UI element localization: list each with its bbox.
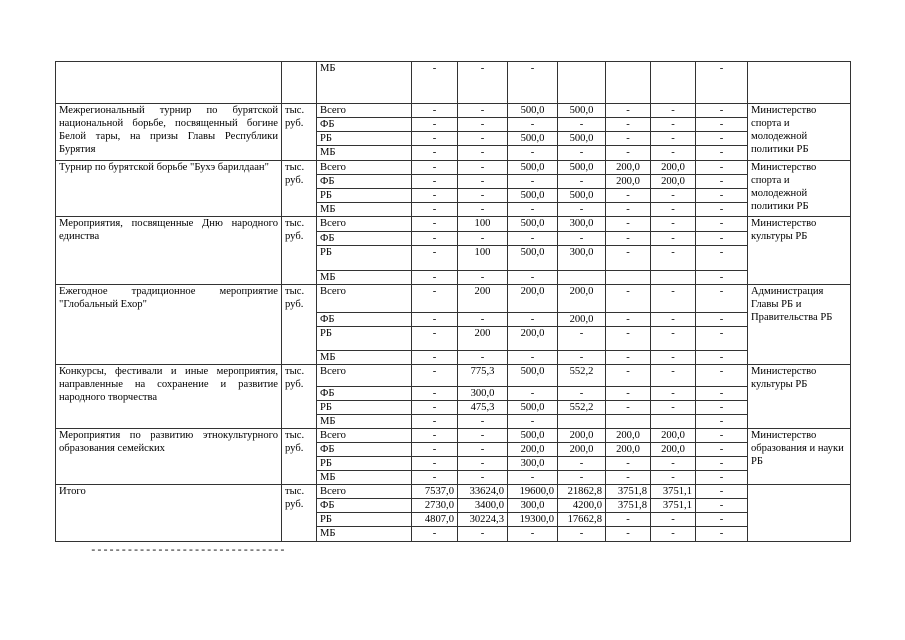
responsible-executor: Министерство спорта и молодежной политики РБ <box>748 104 851 161</box>
funding-source: Всего <box>317 161 412 175</box>
value-cell: - <box>696 527 748 542</box>
table-row <box>56 62 851 104</box>
unit-cell <box>282 62 317 104</box>
value-cell: - <box>696 313 748 327</box>
funding-source: РБ <box>317 246 412 271</box>
value-cell: - <box>651 471 696 485</box>
value-cell: - <box>651 104 696 118</box>
value-cell: 200,0 <box>606 161 651 175</box>
event-name: Конкурсы, фестивали и иные мероприятия, направленные на сохранение и развитие народного творчества <box>56 365 282 429</box>
table-row <box>56 429 851 443</box>
value-cell: - <box>458 415 508 429</box>
value-cell: 200,0 <box>606 443 651 457</box>
value-cell: - <box>696 271 748 285</box>
value-cell: - <box>458 232 508 246</box>
value-cell: - <box>651 401 696 415</box>
value-cell: - <box>696 499 748 513</box>
unit-cell: тыс. руб. <box>282 104 317 161</box>
value-cell: 500,0 <box>558 104 606 118</box>
value-cell: - <box>458 271 508 285</box>
footnote-separator: -------------------------------- <box>90 545 286 557</box>
value-cell: 500,0 <box>508 429 558 443</box>
value-cell: - <box>606 118 651 132</box>
value-cell: - <box>558 232 606 246</box>
event-name <box>56 62 282 104</box>
value-cell: 17662,8 <box>558 513 606 527</box>
value-cell: - <box>412 104 458 118</box>
value-cell: 3751,1 <box>651 499 696 513</box>
funding-source: МБ <box>317 146 412 161</box>
value-cell: - <box>458 443 508 457</box>
funding-source: Всего <box>317 285 412 313</box>
value-cell: - <box>558 387 606 401</box>
value-cell: - <box>412 285 458 313</box>
value-cell: - <box>606 513 651 527</box>
value-cell: - <box>696 387 748 401</box>
value-cell: - <box>651 327 696 351</box>
value-cell: - <box>558 146 606 161</box>
funding-source: Всего <box>317 485 412 499</box>
value-cell <box>651 415 696 429</box>
value-cell: - <box>508 271 558 285</box>
responsible-executor: Министерство образования и науки РБ <box>748 429 851 485</box>
value-cell: - <box>412 175 458 189</box>
value-cell: - <box>696 132 748 146</box>
value-cell <box>558 271 606 285</box>
value-cell: - <box>458 313 508 327</box>
value-cell: 500,0 <box>508 365 558 387</box>
responsible-executor <box>748 485 851 542</box>
value-cell: - <box>606 327 651 351</box>
value-cell: - <box>412 313 458 327</box>
value-cell: - <box>651 285 696 313</box>
value-cell: - <box>606 351 651 365</box>
value-cell: - <box>412 146 458 161</box>
value-cell: - <box>508 118 558 132</box>
responsible-executor: Министерство спорта и молодежной политики РБ <box>748 161 851 217</box>
value-cell: - <box>508 471 558 485</box>
value-cell: 200,0 <box>651 161 696 175</box>
value-cell: - <box>508 62 558 104</box>
value-cell: - <box>412 246 458 271</box>
responsible-executor: Министерство культуры РБ <box>748 217 851 285</box>
value-cell: 200 <box>458 327 508 351</box>
value-cell: - <box>696 246 748 271</box>
value-cell <box>606 62 651 104</box>
value-cell <box>651 62 696 104</box>
value-cell: 552,2 <box>558 401 606 415</box>
value-cell: 200,0 <box>651 175 696 189</box>
value-cell: - <box>558 471 606 485</box>
value-cell: - <box>696 513 748 527</box>
value-cell: - <box>651 203 696 217</box>
value-cell: 30224,3 <box>458 513 508 527</box>
value-cell: - <box>412 415 458 429</box>
funding-source: ФБ <box>317 175 412 189</box>
responsible-executor: Администрация Главы РБ и Правительства РБ <box>748 285 851 365</box>
value-cell: - <box>696 351 748 365</box>
value-cell: 775,3 <box>458 365 508 387</box>
value-cell: 500,0 <box>508 217 558 232</box>
funding-source: Всего <box>317 104 412 118</box>
value-cell: - <box>696 471 748 485</box>
funding-source: РБ <box>317 457 412 471</box>
value-cell: - <box>651 189 696 203</box>
value-cell: - <box>606 471 651 485</box>
value-cell: - <box>458 471 508 485</box>
value-cell: 200,0 <box>558 443 606 457</box>
value-cell: 4200,0 <box>558 499 606 513</box>
value-cell: 500,0 <box>508 189 558 203</box>
value-cell: 200,0 <box>558 313 606 327</box>
value-cell: 100 <box>458 217 508 232</box>
value-cell: - <box>606 285 651 313</box>
value-cell: - <box>412 443 458 457</box>
funding-source: ФБ <box>317 232 412 246</box>
value-cell: 500,0 <box>508 246 558 271</box>
value-cell: - <box>458 429 508 443</box>
funding-source: МБ <box>317 415 412 429</box>
value-cell: - <box>458 146 508 161</box>
value-cell: - <box>696 485 748 499</box>
value-cell: - <box>651 246 696 271</box>
funding-source: РБ <box>317 327 412 351</box>
value-cell: - <box>651 313 696 327</box>
value-cell: 500,0 <box>558 189 606 203</box>
value-cell: - <box>696 401 748 415</box>
value-cell: - <box>458 62 508 104</box>
value-cell: 19600,0 <box>508 485 558 499</box>
value-cell: 500,0 <box>508 104 558 118</box>
funding-source: РБ <box>317 401 412 415</box>
value-cell: - <box>606 401 651 415</box>
value-cell: 200 <box>458 285 508 313</box>
value-cell: - <box>458 351 508 365</box>
value-cell: - <box>508 175 558 189</box>
value-cell: - <box>696 232 748 246</box>
event-name: Ежегодное традиционное мероприятие "Глобальный Ехор" <box>56 285 282 365</box>
value-cell: - <box>558 118 606 132</box>
value-cell: - <box>606 365 651 387</box>
funding-source: РБ <box>317 132 412 146</box>
funding-source: ФБ <box>317 118 412 132</box>
value-cell: 21862,8 <box>558 485 606 499</box>
value-cell: 3751,8 <box>606 499 651 513</box>
value-cell: 4807,0 <box>412 513 458 527</box>
unit-cell: тыс. руб. <box>282 485 317 542</box>
value-cell: 7537,0 <box>412 485 458 499</box>
value-cell: - <box>696 62 748 104</box>
value-cell: - <box>508 415 558 429</box>
funding-source: МБ <box>317 203 412 217</box>
funding-source: МБ <box>317 271 412 285</box>
value-cell: - <box>696 146 748 161</box>
value-cell: - <box>412 471 458 485</box>
value-cell: 500,0 <box>558 132 606 146</box>
value-cell: - <box>558 175 606 189</box>
unit-cell: тыс. руб. <box>282 285 317 365</box>
funding-source: Всего <box>317 217 412 232</box>
value-cell: - <box>412 189 458 203</box>
value-cell <box>558 415 606 429</box>
value-cell: - <box>508 146 558 161</box>
value-cell: - <box>508 203 558 217</box>
value-cell: - <box>651 118 696 132</box>
value-cell: - <box>458 457 508 471</box>
value-cell: - <box>508 387 558 401</box>
table-row <box>56 365 851 387</box>
value-cell: - <box>606 146 651 161</box>
value-cell: - <box>696 189 748 203</box>
funding-source: МБ <box>317 527 412 542</box>
table-row <box>56 485 851 499</box>
value-cell: - <box>412 271 458 285</box>
value-cell: 3751,1 <box>651 485 696 499</box>
value-cell: 33624,0 <box>458 485 508 499</box>
value-cell: - <box>606 104 651 118</box>
value-cell: - <box>412 203 458 217</box>
funding-source: МБ <box>317 471 412 485</box>
funding-source: ФБ <box>317 313 412 327</box>
value-cell: - <box>458 175 508 189</box>
event-name: Итого <box>56 485 282 542</box>
value-cell: - <box>412 161 458 175</box>
value-cell: 475,3 <box>458 401 508 415</box>
funding-source: ФБ <box>317 443 412 457</box>
funding-source: МБ <box>317 351 412 365</box>
event-name: Турнир по бурятской борьбе "Бухэ барилдаан" <box>56 161 282 217</box>
value-cell: - <box>606 203 651 217</box>
value-cell: - <box>651 457 696 471</box>
value-cell: - <box>696 104 748 118</box>
value-cell: - <box>696 415 748 429</box>
value-cell: 300,0 <box>458 387 508 401</box>
value-cell: 100 <box>458 246 508 271</box>
value-cell: - <box>606 217 651 232</box>
value-cell: - <box>412 132 458 146</box>
value-cell: 3400,0 <box>458 499 508 513</box>
value-cell: - <box>606 527 651 542</box>
value-cell: - <box>651 387 696 401</box>
value-cell: - <box>508 351 558 365</box>
value-cell: - <box>696 118 748 132</box>
value-cell: - <box>606 457 651 471</box>
value-cell: - <box>458 203 508 217</box>
value-cell: - <box>606 387 651 401</box>
value-cell: - <box>606 189 651 203</box>
value-cell: - <box>412 217 458 232</box>
value-cell <box>606 415 651 429</box>
value-cell: 300,0 <box>508 499 558 513</box>
value-cell: - <box>696 443 748 457</box>
value-cell: - <box>696 327 748 351</box>
value-cell: 552,2 <box>558 365 606 387</box>
value-cell: - <box>696 217 748 232</box>
value-cell: - <box>651 132 696 146</box>
value-cell: - <box>696 429 748 443</box>
table-row <box>56 104 851 118</box>
unit-cell: тыс. руб. <box>282 365 317 429</box>
value-cell: - <box>558 351 606 365</box>
value-cell: 300,0 <box>508 457 558 471</box>
funding-source: МБ <box>317 62 412 104</box>
value-cell: 200,0 <box>508 443 558 457</box>
value-cell: - <box>651 232 696 246</box>
funding-source: Всего <box>317 365 412 387</box>
value-cell: - <box>412 62 458 104</box>
value-cell: - <box>412 527 458 542</box>
value-cell: - <box>696 365 748 387</box>
value-cell: - <box>651 527 696 542</box>
value-cell: 2730,0 <box>412 499 458 513</box>
value-cell: - <box>412 457 458 471</box>
value-cell <box>651 271 696 285</box>
value-cell: 500,0 <box>508 401 558 415</box>
value-cell: - <box>696 203 748 217</box>
table-row <box>56 161 851 175</box>
value-cell <box>558 62 606 104</box>
value-cell: 500,0 <box>558 161 606 175</box>
value-cell: - <box>651 217 696 232</box>
value-cell: 200,0 <box>651 429 696 443</box>
value-cell: - <box>606 132 651 146</box>
value-cell: 200,0 <box>558 285 606 313</box>
value-cell: - <box>558 203 606 217</box>
value-cell: - <box>412 351 458 365</box>
value-cell: - <box>558 527 606 542</box>
value-cell: - <box>458 104 508 118</box>
value-cell: 500,0 <box>508 161 558 175</box>
funding-source: ФБ <box>317 387 412 401</box>
value-cell: - <box>651 351 696 365</box>
value-cell: - <box>696 457 748 471</box>
value-cell: - <box>412 118 458 132</box>
budget-table <box>55 61 851 542</box>
value-cell: - <box>412 327 458 351</box>
value-cell: - <box>412 232 458 246</box>
value-cell: - <box>458 189 508 203</box>
value-cell: 300,0 <box>558 246 606 271</box>
value-cell: - <box>508 232 558 246</box>
value-cell: - <box>651 146 696 161</box>
value-cell: - <box>458 527 508 542</box>
funding-source: ФБ <box>317 499 412 513</box>
event-name: Мероприятия по развитию этнокультурного образования семейских <box>56 429 282 485</box>
value-cell: - <box>412 387 458 401</box>
value-cell: - <box>412 401 458 415</box>
value-cell: 300,0 <box>558 217 606 232</box>
value-cell: 500,0 <box>508 132 558 146</box>
value-cell: - <box>558 457 606 471</box>
value-cell: - <box>412 429 458 443</box>
value-cell: 200,0 <box>606 175 651 189</box>
unit-cell: тыс. руб. <box>282 161 317 217</box>
event-name: Мероприятия, посвященные Дню народного единства <box>56 217 282 285</box>
value-cell: - <box>606 232 651 246</box>
value-cell: 200,0 <box>508 285 558 313</box>
funding-source: РБ <box>317 189 412 203</box>
value-cell: - <box>412 365 458 387</box>
value-cell: 3751,8 <box>606 485 651 499</box>
value-cell: - <box>458 161 508 175</box>
value-cell: - <box>696 161 748 175</box>
value-cell: 200,0 <box>651 443 696 457</box>
value-cell: 19300,0 <box>508 513 558 527</box>
funding-source: Всего <box>317 429 412 443</box>
funding-source: РБ <box>317 513 412 527</box>
value-cell: - <box>651 513 696 527</box>
value-cell: - <box>696 175 748 189</box>
table-row <box>56 217 851 232</box>
value-cell: 200,0 <box>606 429 651 443</box>
value-cell: - <box>458 132 508 146</box>
value-cell: - <box>696 285 748 313</box>
value-cell: - <box>558 327 606 351</box>
value-cell <box>606 271 651 285</box>
event-name: Межрегиональный турнир по бурятской национальной борьбе, посвященный богине Белой тары, на призы Главы Республики Бурятия <box>56 104 282 161</box>
unit-cell: тыс. руб. <box>282 217 317 285</box>
value-cell: - <box>606 313 651 327</box>
value-cell: - <box>508 527 558 542</box>
table-row <box>56 285 851 313</box>
value-cell: - <box>458 118 508 132</box>
responsible-executor: Министерство культуры РБ <box>748 365 851 429</box>
value-cell: 200,0 <box>508 327 558 351</box>
value-cell: - <box>606 246 651 271</box>
value-cell: - <box>508 313 558 327</box>
unit-cell: тыс. руб. <box>282 429 317 485</box>
value-cell: 200,0 <box>558 429 606 443</box>
responsible-executor <box>748 62 851 104</box>
value-cell: - <box>651 365 696 387</box>
